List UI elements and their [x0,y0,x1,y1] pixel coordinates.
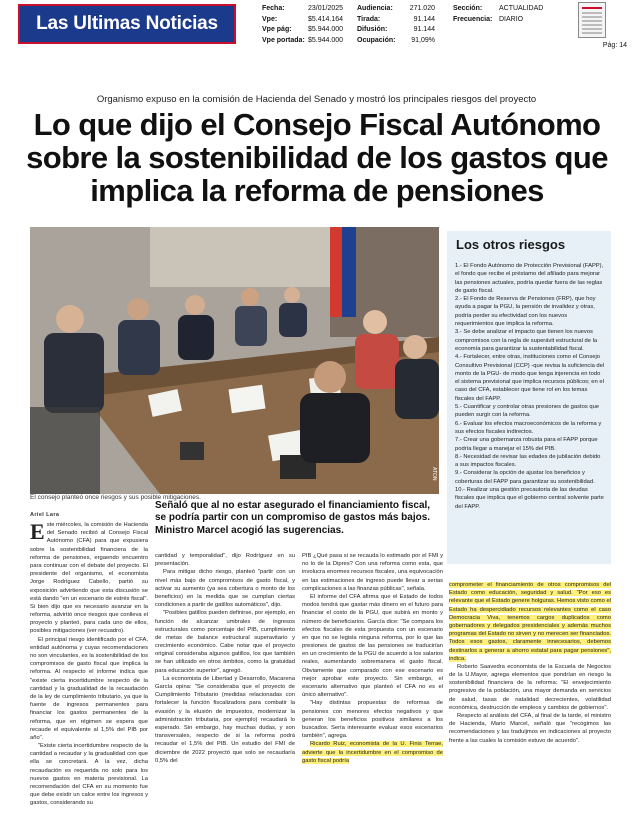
meta-key: Ocupación: [357,36,396,44]
body-column-4 [449,581,611,745]
sidebar-item: 6.- Evaluar los efectos macroeconómicos de la reforma y sus efectos fiscales indirectos. [455,420,602,435]
sidebar-box [447,231,611,564]
body-paragraph: Respecto al análisis del CFA, al final de la tarde, el ministro de Hacienda, Mario Marcel, señaló que "recogimos las recomendaciones y las traduijmos en indicaciones al proyecto frente a las cuales la comisión estuvo de acuerdo". [449,713,611,744]
meta-column-1 [262,4,364,46]
body-column-2 [155,552,295,765]
meta-value: 91.144 [413,26,435,33]
body-paragraph: El principal riesgo identificado por el CFA, entidad autónoma y cuyas recomendaciones no son vinculantes, es la sostenibilidad de los compromisos de gasto fiscal que implica la reforma. Al respecto el informe indica que "existe cierta incertidumbre respecto de la cantidad y la gradualidad de la recaudación de la ley de cumplimiento tributario, ya que la fuente de ingresos permanentes para financiar los gastos permanentes de la reforma, que en régimen se espera que recaude el equivalente al 1,5% del PIB por año". [30,636,148,741]
meta-value: 23/01/2025 [308,5,344,12]
meta-key: Vpe pág: [262,26,292,33]
logo-text: Las Ultimas Noticias [36,13,218,34]
meta-value: $5.944.000 [308,26,344,33]
sidebar-item: 7.- Crear una gobernanza robusta para el FAPP porque podría llegar a manejar el 15% del PIB. [455,437,598,452]
article-byline: Ariel Lara [30,512,60,518]
body-paragraph: La economista de Libertad y Desarrollo, Macarena García opina: "Se consideraba que el proyecto de Cumplimiento Tributario (medidas relacionadas con fortalecer la función fiscalizadora para combatir la evasión y la elusión de impuestos, modernizar la administración tributaria, por ejemplo) recaudará lo esperado. Sin embargo, hay muchas dudas, y son transversales, respecto de si la reforma podrá recaudar el 1,5% del PIB. Un estudio del FMI de diciembre de 2022 proyectó que solo se recaudaría 0,5% del [155,675,295,764]
meta-value: ACTUALIDAD [499,5,544,12]
body-paragraph: El informe del CFA afirma que el Estado de todos modos tendrá que gastar más dinero en el futuro para financiar el costo de la PGU, que subirá en monto y número de beneficiarios. García dice: "Se compara los efectos fiscales de esta propuesta con un escenario en que no se legisla ninguna reforma, por lo que las presiones de gastos de las pensiones se traducirían en un crecimiento de la PGU de acuerdo a los salarios reales, aumentando sobremanera el gasto fiscal. Obviamente que comparado con ese escenario es mejor aprobar este proyecto. Sin embargo, el escenario alternativo que planteó el CFA no es el único alternativo". [302,593,443,699]
meta-key: Difusión: [357,26,388,33]
sidebar-item: 9.- Considerar la opción de ajustar los beneficios y coberturas del FAPP para garantizar su sostenibilidad. [455,470,595,485]
sidebar-item: 5.- Cuantificar y controlar otras presiones de gastos que pueden surgir con la reforma. [455,404,600,419]
meta-key: Tirada: [357,15,381,23]
sidebar-item: 2.- El Fondo de Reserva de Pensiones (FRP), que hoy ayuda a pagar la PGU, la pensión de invalidez y otras, podría perder su efectividad con los nuevos requerimientos que implica la reforma. [455,296,596,328]
body-paragraph: PIB ¿Qué pasa si se recauda lo estimado por el FMI y no lo de la Dipres? Con una reforma como esta, que involucra enormes recursos fiscales, una equivocación en las estimaciones de ingreso puede llevar a serias complicaciones a las finanzas públicas", señala. [302,553,443,592]
sidebar-item: 3.- Se debe analizar el impacto que tienen los nuevos compromisos con la regla de superávit estructural de la economía para garantizar la sustentabilidad fiscal. [455,329,598,352]
sidebar-list [455,262,605,511]
body-paragraph [449,581,611,663]
meta-key: Audiencia: [357,5,393,12]
meta-value: 271.020 [409,5,435,12]
body-paragraph: "Posibles gatillos pueden definirse, por ejemplo, en función de alcanzar umbrales de ingresos estructurales como porcentaje del PIB, cumplimiento de metas de balance estructural superavitario y crecimiento económico. Cabe notar que el proyecto original consideraba algunos gatillos, los que también se han utilizado en otros ámbitos, como la gratuidad para educación superior", agregó. [155,610,295,674]
sidebar-item: 4.- Fortalecer, entre otras, instituciones como el Consejo Consultivo Previsional (CCP) -que revisa la suficiencia del monto de la PGU- de modo que tenga injerencia en todo el sistema previsional que implica recursos públicos; en el caso del CFA, establecer que tiene rol en los temas fiscales del FAPP. [455,354,605,402]
photo-caption: El consejo planteó once riesgos y sus posible mitigaciones. [30,494,201,501]
body-paragraph: cantidad y temporalidad", dijo Rodríguez en su presentación. [155,553,295,568]
meta-column-3 [453,4,559,25]
body-paragraph: Roberto Saavedra economista de la Escuela de Negocios de la U.Mayor, agrega elementos que pondrían en riesgo la sostenibilidad financiera de la reforma: "El envejecimiento progresivo de la población, una mayor demanda en servicios de salud, tasas de natalidad decrecientes, volatilidad económica, destrucción de empleos y cambios de gobiernos". [449,663,611,711]
drop-cap: E [30,519,45,544]
newspaper-logo [18,4,236,44]
meta-value: 91.144 [413,15,435,23]
sidebar-item: 8.- Necesidad de revisar las edades de jubilación debido a sus impactos fiscales. [455,453,601,469]
meta-column-2 [357,4,435,46]
body-column-3 [302,552,443,765]
body-paragraph: "Hay distintas propuestas de reformas de pensiones con menores efectos negativos y que generan los beneficios positivos similares a los buscados. Sería interesante evaluar esos escenarios también", agrega. [302,700,443,740]
meta-value: 91,09% [411,36,435,44]
page-number: Pág: 14 [602,42,627,49]
article-kicker: Organismo expuso en la comisión de Hacienda del Senado y mostró los principales riesgos del proyecto [96,94,537,105]
article-photo [30,227,439,494]
meta-value: $5.414.164 [308,15,344,23]
article-headline: Lo que dijo el Consejo Fiscal Autónomo sobre la sostenibilidad de los gastos que implica la reforma de pensiones [26,107,608,208]
meta-value: $5.944.000 [308,36,344,44]
sidebar-item: 1.- El Fondo Autónomo de Protección Previsional (FAPP), el fondo que recibe el préstamo del afiliado para mejorar las pensiones actuales, podría quedar fuera de las reglas de gasto fiscal. [455,263,604,294]
body-paragraph: Para mitigar dicho riesgo, planteó "partir con un nivel más bajo de compromisos de gasto fiscal, y activar su aumento (ya sea cobertura o monto de los beneficios) en la medida que se cumplan ciertas condiciones a partir de gatillos automáticos", dijo. [155,569,295,609]
body-text: ste miércoles, la comisión de Hacienda del Senado recibió al Consejo Fiscal Autónomo (CFA) para que expusiera sobre la sostenibilidad financiera de la reforma de pensiones, ergaendo encuentro para continuar con el debate del proyecto. El presidente del organismo, el economista Jorge Rodríguez Cabello, partió su exposición advirtiendo que esta discusión se está dando "en un escenario de estrés fiscal". Si bien dijo que es necesario avanzar en la reforma, advirtió once riesgos que conlleva el proyecto y planteó, para cada uno de ellos, posibles mitigaciones (ver recuadro). [30,522,148,635]
page-thumbnail[interactable] [578,2,606,38]
body-paragraph [30,521,148,636]
highlighted-text: Ricardo Ruiz, economista de la U. Finis Terrae, advierte que la incertidumbre en el compromiso de gasto fiscal podría [302,741,443,764]
body-paragraph: "Existe cierta incertidumbre respecto de la cantidad a recaudar y la gradualidad con que ella se concretará. A la vez, dicha recaudación es requerida no solo para los nuevos gastos en materia previsional. La recomendación del CFA en su momento fue que debe existir un calce entre los ingresos y gastos, considerando su [30,743,148,807]
meta-value: DIARIO [499,15,524,23]
sidebar-title: Los otros riesgos [456,237,566,252]
meta-key: Frecuencia: [453,15,493,23]
highlighted-text: comprometer el financiamiento de otros compromisos del Estado como educación, seguridad y salud. "Por eso es relevante que el Estado genere holguras. Hemos visto como el Estado ha despercidiado recursos relevantes como el caso Democracia Viva, tenemos cargos duplicados como gobernadores y delegados presidenciales y además muchos programas del Estado no sirven y no merecen ser financiados. Todos esos gastos, claramente innecesarios, debemos destinarlos a generar a ahorro estatal para pagar pensiones", indica. [449,582,611,662]
body-column-1 [30,521,148,808]
body-paragraph [302,740,443,765]
meta-key: Sección: [453,5,483,12]
clipping-header [0,0,633,48]
meta-key: Fecha: [262,5,285,12]
meta-key: Vpe: [262,15,278,23]
article-subhead: Señaló que al no estar asegurado el financiamiento fiscal, se podría partir con un compromiso de gastos más bajos. Ministro Marcel acogió las sugerencias. [155,500,431,536]
sidebar-item: 10.- Realizar una gestión precautoria de las deudas fiscales que implica que el gobierno central solvente parte del FAPP. [455,487,604,510]
meta-key: Vpe portada: [262,36,305,44]
photo-credit: ATON [431,466,437,480]
